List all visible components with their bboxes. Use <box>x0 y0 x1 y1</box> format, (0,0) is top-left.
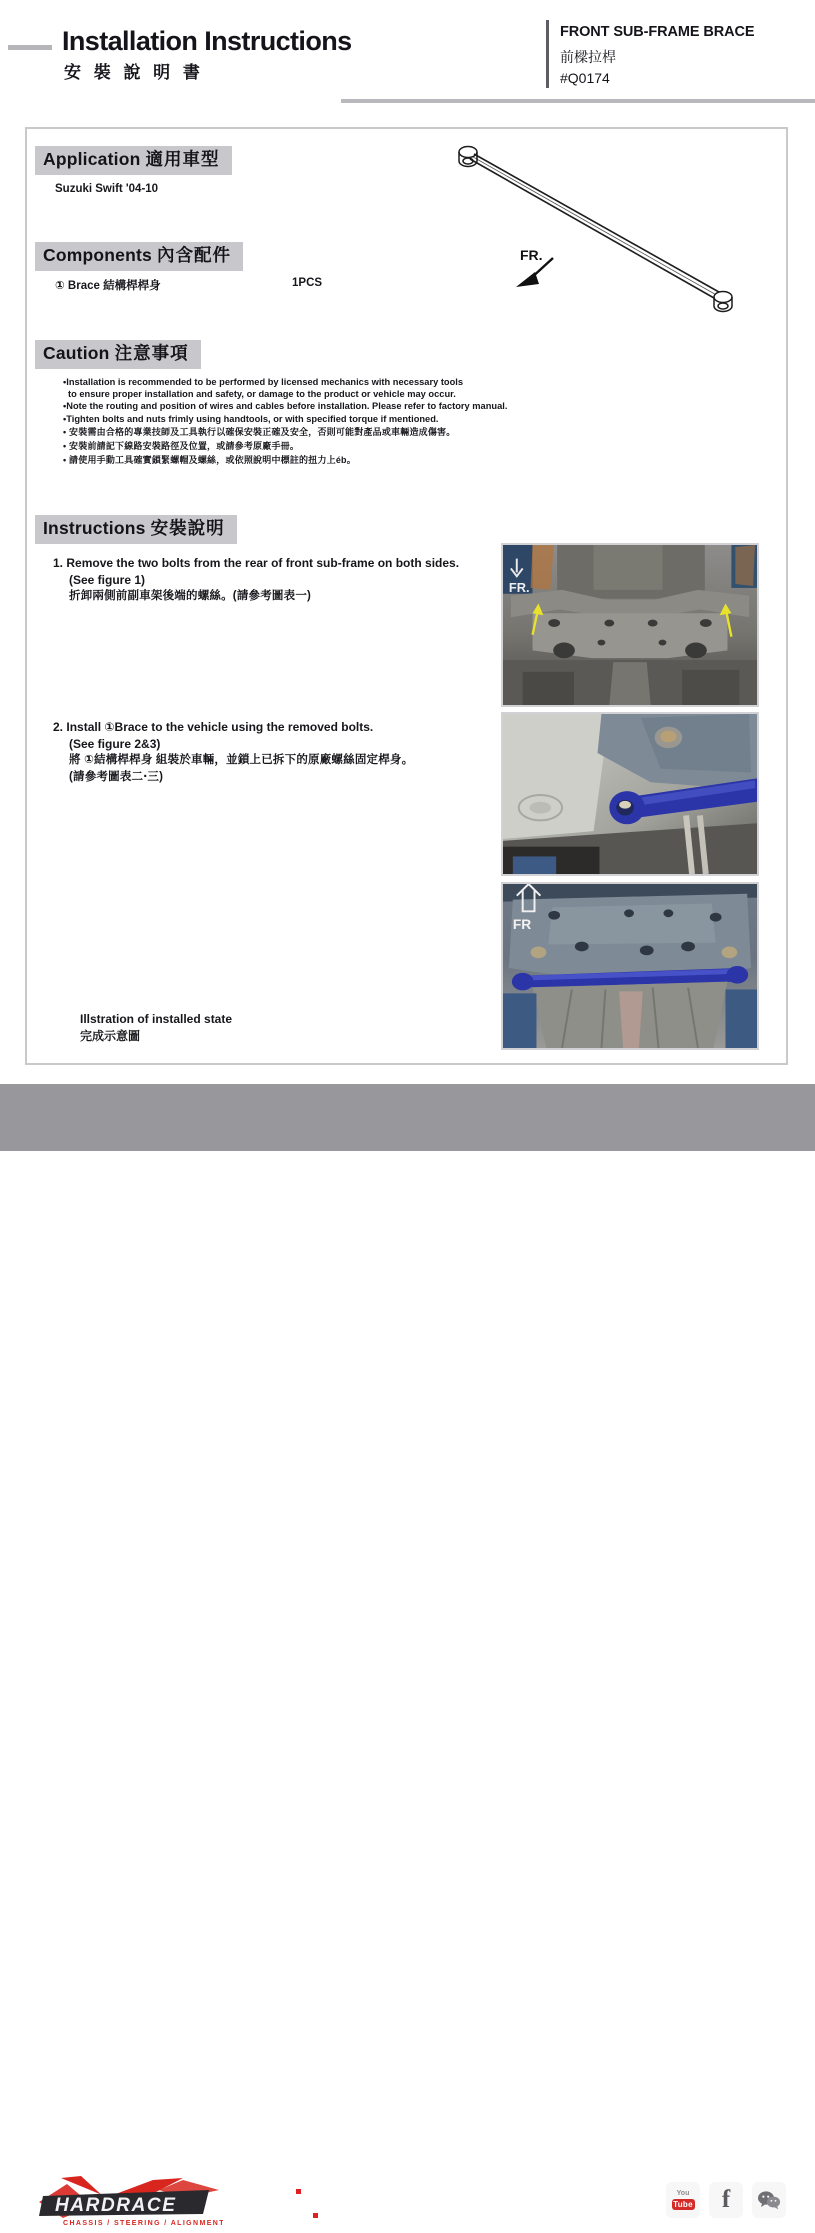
facebook-icon[interactable] <box>709 2182 743 2218</box>
step-text <box>53 555 503 572</box>
section-header-instructions <box>35 515 237 544</box>
caution-line: •Installation is recommended to be performed by licensed mechanics with necessary tools <box>63 377 464 387</box>
product-name-cn: 前樑拉桿 <box>560 49 616 65</box>
product-line-drawing <box>440 130 790 355</box>
section-title-caution-en: Caution <box>43 343 110 363</box>
header-rule-decoration <box>341 99 815 103</box>
product-divider <box>546 20 549 88</box>
step-text-en: Remove the two bolts from the rear of front sub-frame on both sides. <box>66 556 460 570</box>
application-item: Suzuki Swift '04-10 <box>55 183 159 195</box>
footer-email-label: E-MAIL <box>240 2184 289 2199</box>
illustration-caption <box>80 1011 400 1045</box>
fr-direction-label: FR. <box>520 247 543 263</box>
brace-diagram-svg <box>440 130 790 355</box>
footer-website-value[interactable]: WWW.HARDRACE.COM <box>328 2208 491 2223</box>
instruction-step <box>53 719 503 785</box>
document-header <box>0 0 815 112</box>
step-number: 1. <box>53 556 64 570</box>
step-text-cn-continued: (請參考圖表二‧三) <box>69 770 164 783</box>
photo-figure-1 <box>501 543 759 707</box>
illustration-caption-en: Illstration of installed state <box>80 1012 233 1026</box>
hardrace-wordmark: HARDRACE <box>55 2195 177 2216</box>
footer-website-label: WEBSITE <box>240 2208 305 2223</box>
photo-figure-3 <box>501 882 759 1050</box>
step-text-cn: 將 ①結構桿桿身 組裝於車輛，並鎖上已拆下的原廠螺絲固定桿身。 <box>69 754 414 766</box>
footer-email-value[interactable]: info@hardrace.com <box>311 2184 441 2199</box>
footer-email-row <box>240 2180 590 2204</box>
page-footer <box>0 1084 815 2227</box>
youtube-icon-line2: Tube <box>673 2200 693 2209</box>
page-title: Installation Instructions <box>62 26 352 56</box>
section-header-components <box>35 242 243 271</box>
section-header-caution <box>35 340 201 369</box>
section-header-application <box>35 146 232 175</box>
caution-list <box>63 376 583 467</box>
step-figure-ref: (See figure 1) <box>69 572 146 587</box>
section-title-application-en: Application <box>43 149 141 169</box>
youtube-icon-line1: You <box>676 2190 690 2197</box>
photo-fr-label: FR <box>512 916 532 932</box>
facebook-glyph: f <box>721 2186 731 2213</box>
page-title-chinese: 安 裝 說 明 書 <box>64 63 204 82</box>
section-title-components-cn: 內含配件 <box>157 245 232 265</box>
step-text-cn: 折卸兩側前副車架後端的螺絲。(請參考圖表一) <box>69 590 312 602</box>
caution-line: •Note the routing and position of wires and cables before installation. Please refer to factory manual. <box>63 401 508 412</box>
step-text-en: Install ①Brace to the vehicle using the removed bolts. <box>66 720 374 734</box>
section-title-components-en: Components <box>43 245 152 265</box>
instruction-step <box>53 555 503 605</box>
caution-line: to ensure proper installation and safety, or damage to the product or vehicle may occur. <box>68 389 456 400</box>
photo-fr-label: FR. <box>508 579 530 595</box>
bullet-icon <box>296 2189 301 2194</box>
step-number: 2. <box>53 720 64 734</box>
section-title-caution-cn: 注意事項 <box>114 343 189 363</box>
footer-social-links <box>666 2182 786 2218</box>
component-item-qty: 1PCS <box>292 277 323 289</box>
step-figure-ref: (See figure 2&3) <box>69 736 161 751</box>
caution-line-cn: • 安裝需由合格的專業技師及工具執行以確保安裝正確及安全，否則可能對產品或車輛造成傷害。 <box>63 426 456 437</box>
section-title-application-cn: 適用車型 <box>145 149 220 169</box>
footer-website-row <box>240 2204 590 2228</box>
title-dash-decoration <box>8 45 52 50</box>
caution-line-cn: • 安裝前請記下線路安裝路徑及位置，或請參考原廠手冊。 <box>63 440 300 451</box>
caution-line: •Tighten bolts and nuts frimly using handtools, or with specified torque if mentioned. <box>63 413 439 424</box>
component-item-label: ① Brace 結構桿桿身 <box>55 280 161 292</box>
section-title-instructions-en: Instructions <box>43 518 146 538</box>
step-text <box>53 719 503 736</box>
illustration-caption-cn: 完成示意圖 <box>80 1029 141 1043</box>
section-title-instructions-cn: 安裝說明 <box>150 518 225 538</box>
caution-line-cn: • 請使用手動工具確實鎖緊螺帽及螺絲，或依照說明中標註的扭力上éb。 <box>63 454 356 465</box>
youtube-icon[interactable] <box>666 2182 700 2218</box>
hardrace-logo <box>33 2176 223 2228</box>
hardrace-tagline: CHASSIS / STEERING / ALIGNMENT <box>63 2220 223 2227</box>
footer-contact <box>240 2180 590 2228</box>
wechat-icon[interactable] <box>752 2182 786 2218</box>
product-sku: #Q0174 <box>560 70 610 86</box>
product-name-en: FRONT SUB-FRAME BRACE <box>560 24 755 40</box>
photo-figure-2 <box>501 712 759 876</box>
bullet-icon <box>313 2213 318 2218</box>
